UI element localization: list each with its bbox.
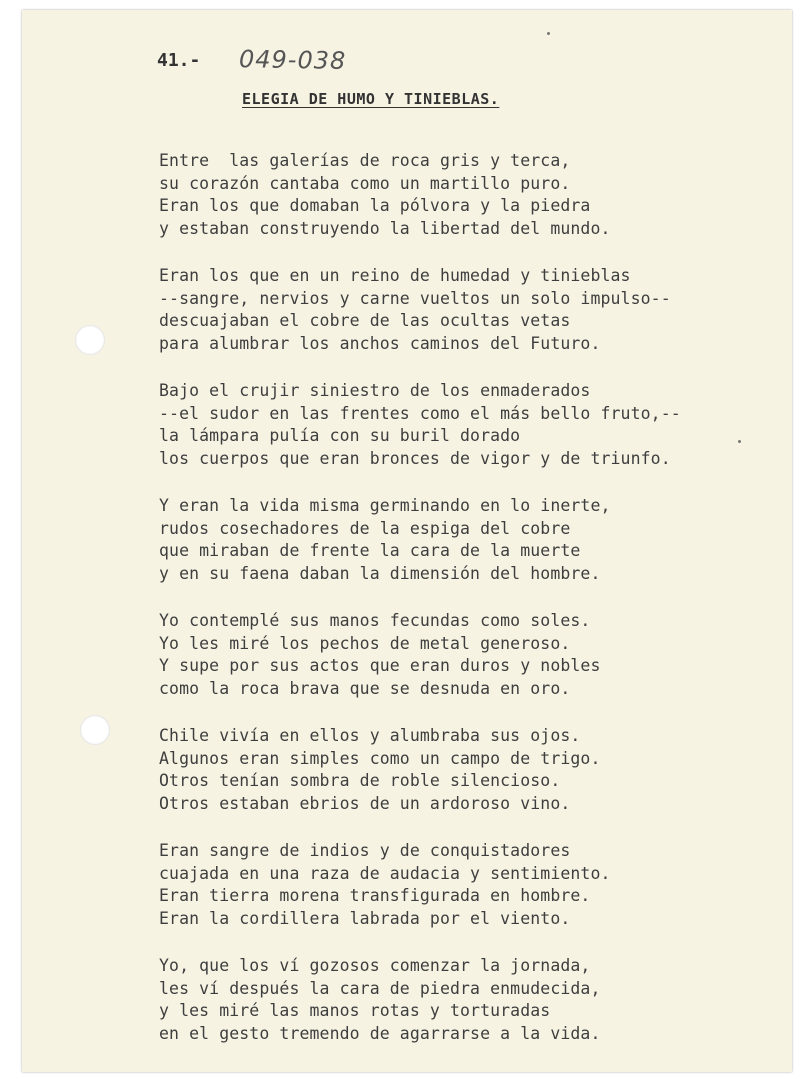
poem-line: les ví después la cara de piedra enmudecida,	[159, 978, 601, 998]
poem-line: Eran tierra morena transfigurada en hombre.	[159, 886, 591, 905]
poem-line: y les miré las manos rotas y torturadas	[159, 1001, 551, 1020]
stanza-2	[159, 265, 792, 355]
stanza-4	[159, 495, 792, 585]
poem-line: para alumbrar los anchos caminos del Futuro.	[159, 333, 601, 353]
poem-line: Yo, que los ví gozosos comenzar la jornada,	[159, 956, 591, 975]
stanza-6	[159, 725, 792, 815]
poem-line: Y supe por sus actos que eran duros y nobles	[159, 656, 601, 675]
poem-line: Otros estaban ebrios de un ardoroso vino.	[159, 793, 571, 813]
poem-line: --sangre, nervios y carne vueltos un solo impulso--	[159, 288, 671, 308]
poem-line: Eran la cordillera labrada por el viento.	[159, 908, 571, 928]
poem-line: que miraban de frente la cara de la muerte	[159, 541, 581, 560]
poem-line: Eran los que domaban la pólvora y la piedra	[159, 196, 591, 215]
poem-line: en el gesto tremendo de agarrarse a la vida.	[159, 1023, 601, 1043]
poem-line: --el sudor en las frentes como el más bello fruto,--	[159, 403, 681, 423]
poem-line: como la roca brava que se desnuda en oro.	[159, 678, 571, 698]
poem-line: Entre las galerías de roca gris y terca,	[159, 151, 571, 170]
poem-line: Yo contemplé sus manos fecundas como soles.	[159, 611, 591, 630]
stanza-8	[159, 955, 792, 1045]
poem-line: cuajada en una raza de audacia y sentimiento.	[159, 863, 611, 883]
poem-line: la lámpara pulía con su buril dorado	[159, 426, 521, 445]
ink-speck-icon	[547, 32, 550, 35]
poem-line: Algunos eran simples como un campo de trigo.	[159, 748, 601, 768]
poem-line: los cuerpos que eran bronces de vigor y de triunfo.	[159, 448, 671, 468]
poem-line: descuajaban el cobre de las ocultas vetas	[159, 311, 571, 330]
punch-hole-top	[75, 325, 105, 355]
poem-line: Y eran la vida misma germinando en lo inerte,	[159, 496, 611, 515]
poem-line: rudos cosechadores de la espiga del cobre	[159, 518, 571, 538]
poem-line: y estaban construyendo la libertad del mundo.	[159, 218, 611, 238]
punch-hole-bottom	[80, 715, 110, 745]
poem-line: Yo les miré los pechos de metal generoso.	[159, 633, 571, 653]
stanza-7	[159, 840, 792, 930]
poem-line: Chile vivía en ellos y alumbraba sus ojos.	[159, 726, 581, 745]
page-number: 41.-	[157, 50, 201, 71]
poem-line: Otros tenían sombra de roble silencioso.	[159, 771, 561, 790]
archive-code-handwritten: 049-038	[238, 45, 347, 75]
poem-line: Bajo el crujir siniestro de los enmaderados	[159, 381, 591, 400]
poem-line: Eran sangre de indios y de conquistadores	[159, 841, 571, 860]
stanza-1	[159, 150, 792, 240]
poem-line: y en su faena daban la dimensión del hombre.	[159, 563, 601, 583]
stanza-5	[159, 610, 792, 700]
poem-title: ELEGIA DE HUMO Y TINIEBLAS.	[242, 90, 500, 108]
poem-body	[159, 150, 792, 1070]
poem-line: Eran los que en un reino de humedad y tinieblas	[159, 266, 631, 285]
document-page	[22, 10, 792, 1072]
poem-line: su corazón cantaba como un martillo puro.	[159, 173, 571, 193]
stanza-3	[159, 380, 792, 470]
